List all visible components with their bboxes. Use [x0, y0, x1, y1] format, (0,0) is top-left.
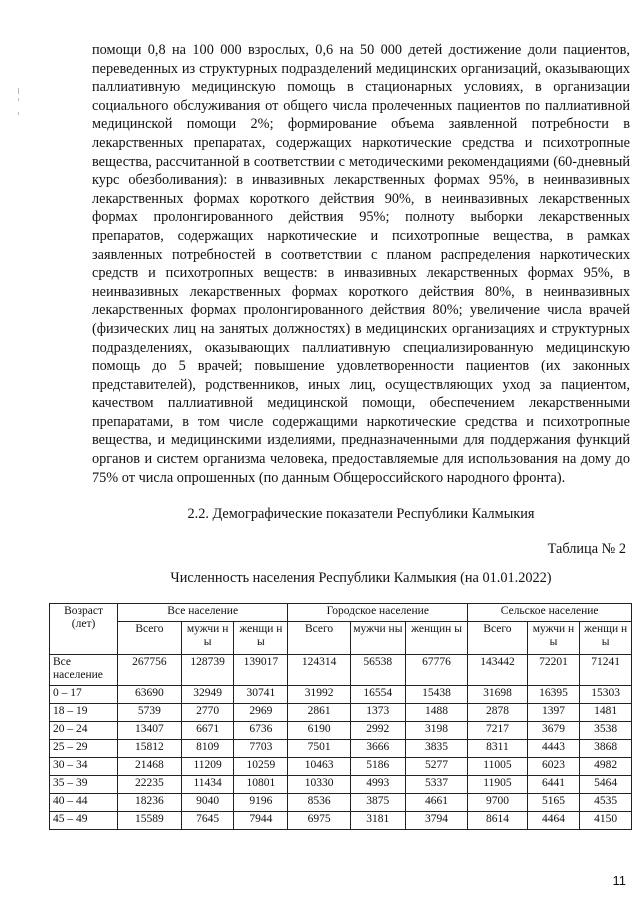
value-cell: 2861	[288, 704, 351, 722]
age-cell: 35 – 39	[50, 776, 118, 794]
subheader-cell: женщи ны	[580, 622, 632, 655]
value-cell: 5337	[405, 776, 468, 794]
value-cell: 67776	[405, 655, 468, 686]
value-cell: 3538	[580, 722, 632, 740]
value-cell: 6671	[181, 722, 234, 740]
value-cell: 9196	[234, 794, 288, 812]
section-heading: 2.2. Демографические показатели Республики Калмыкия	[187, 506, 535, 522]
subheader-cell: мужчи ны	[350, 622, 405, 655]
value-cell: 31698	[468, 686, 527, 704]
group-header-all: Все население	[118, 604, 288, 622]
value-cell: 8614	[468, 812, 527, 830]
table-row	[50, 776, 632, 794]
value-cell: 16395	[527, 686, 580, 704]
subheader-cell: женщин ы	[405, 622, 468, 655]
value-cell: 4993	[350, 776, 405, 794]
value-cell: 6023	[527, 758, 580, 776]
value-cell: 5277	[405, 758, 468, 776]
table-row	[50, 704, 632, 722]
page-number: 11	[612, 873, 626, 888]
table-title: Численность населения Республики Калмыкия (на 01.01.2022)	[170, 570, 552, 586]
value-cell: 3198	[405, 722, 468, 740]
value-cell: 4464	[527, 812, 580, 830]
table-body	[50, 655, 632, 830]
age-cell: 18 – 19	[50, 704, 118, 722]
age-cell: 30 – 34	[50, 758, 118, 776]
value-cell: 4982	[580, 758, 632, 776]
age-cell: 40 – 44	[50, 794, 118, 812]
scan-margin-mark	[18, 112, 19, 115]
value-cell: 7944	[234, 812, 288, 830]
value-cell: 2992	[350, 722, 405, 740]
value-cell: 3875	[350, 794, 405, 812]
value-cell: 4150	[580, 812, 632, 830]
value-cell: 7501	[288, 740, 351, 758]
value-cell: 15589	[118, 812, 182, 830]
value-cell: 7217	[468, 722, 527, 740]
value-cell: 32949	[181, 686, 234, 704]
value-cell: 9700	[468, 794, 527, 812]
table-row	[50, 722, 632, 740]
value-cell: 1397	[527, 704, 580, 722]
value-cell: 18236	[118, 794, 182, 812]
value-cell: 71241	[580, 655, 632, 686]
value-cell: 4661	[405, 794, 468, 812]
value-cell: 267756	[118, 655, 182, 686]
subheader-cell: мужчи ны	[527, 622, 580, 655]
value-cell: 2969	[234, 704, 288, 722]
age-cell: 0 – 17	[50, 686, 118, 704]
value-cell: 3794	[405, 812, 468, 830]
value-cell: 5739	[118, 704, 182, 722]
value-cell: 11905	[468, 776, 527, 794]
age-cell: 20 – 24	[50, 722, 118, 740]
subheader-cell: Всего	[288, 622, 351, 655]
value-cell: 56538	[350, 655, 405, 686]
body-paragraph: помощи 0,8 на 100 000 взрослых, 0,6 на 50 000 детей достижение доли пациентов, переведенных из структурных подразделений медицинских организаций, оказывающих паллиативную медицинскую помощь в стационарных условиях, в организации социального обслуживания от общего числа пролеченных пациентов по паллиативной медицинской помощи 2%; формирование объема заявленной потребности в лекарственных препаратах, содержащих наркотические средства и психотропные вещества, рассчитанной в соответствии с методическими рекомендациями (60-дневный курс обезболивания): в инвазивных лекарственных формах 95%, в неинвазивных лекарственных формах короткого действия 90%, в неинвазивных лекарственных формах пролонгированного действия 95%; полноту выборки лекарственных препаратов, содержащих наркотические и психотропные вещества, в рамках заявленных потребностей в соответствии с планом распределения наркотических средств и психотропных веществ: в инвазивных лекарственных формах 95%, в неинвазивных лекарственных формах короткого действия 80%, в неинвазивных лекарственных формах пролонгированного действия 80%; увеличение числа врачей (физических лиц на занятых должностях) в медицинских организациях и структурных подразделениях, оказывающих паллиативную специализированную медицинскую помощь до 5 врачей; повышение удовлетворенности пациентов (их законных представителей), родственников, иных лиц, осуществляющих уход за пациентом, качеством паллиативной медицинской помощи, обеспечением лекарственными препаратами, в том числе содержащими наркотические средства и психотропные вещества, и медицинскими изделиями, предназначенными для поддержания функций органов и систем организма человека, предоставляемые для использования на дому до 75% от числа опрошенных (по данным Общероссийского народного фронта).	[92, 42, 630, 486]
value-cell: 11005	[468, 758, 527, 776]
value-cell: 21468	[118, 758, 182, 776]
value-cell: 1481	[580, 704, 632, 722]
value-cell: 15438	[405, 686, 468, 704]
age-cell: 45 – 49	[50, 812, 118, 830]
table-row	[50, 686, 632, 704]
value-cell: 7703	[234, 740, 288, 758]
scan-margin-mark	[18, 88, 19, 94]
table-row	[50, 758, 632, 776]
value-cell: 11209	[181, 758, 234, 776]
value-cell: 22235	[118, 776, 182, 794]
value-cell: 3679	[527, 722, 580, 740]
value-cell: 15303	[580, 686, 632, 704]
value-cell: 8311	[468, 740, 527, 758]
group-header-urban: Городское население	[288, 604, 468, 622]
group-header-rural: Сельское население	[468, 604, 632, 622]
table-label: Таблица № 2	[547, 541, 626, 557]
value-cell: 128739	[181, 655, 234, 686]
table-row	[50, 794, 632, 812]
value-cell: 31992	[288, 686, 351, 704]
scan-margin-mark	[18, 98, 19, 101]
table-row	[50, 812, 632, 830]
value-cell: 15812	[118, 740, 182, 758]
value-cell: 8109	[181, 740, 234, 758]
value-cell: 4535	[580, 794, 632, 812]
value-cell: 10330	[288, 776, 351, 794]
value-cell: 3835	[405, 740, 468, 758]
value-cell: 16554	[350, 686, 405, 704]
value-cell: 2770	[181, 704, 234, 722]
value-cell: 5165	[527, 794, 580, 812]
value-cell: 13407	[118, 722, 182, 740]
value-cell: 30741	[234, 686, 288, 704]
value-cell: 3181	[350, 812, 405, 830]
age-cell: Все население	[50, 655, 118, 686]
value-cell: 5464	[580, 776, 632, 794]
value-cell: 63690	[118, 686, 182, 704]
population-table	[49, 603, 632, 830]
value-cell: 6441	[527, 776, 580, 794]
value-cell: 7645	[181, 812, 234, 830]
subheader-cell: женщи ны	[234, 622, 288, 655]
table-row	[50, 655, 632, 686]
subheader-cell: мужчи ны	[181, 622, 234, 655]
value-cell: 11434	[181, 776, 234, 794]
value-cell: 143442	[468, 655, 527, 686]
value-cell: 6975	[288, 812, 351, 830]
value-cell: 139017	[234, 655, 288, 686]
value-cell: 8536	[288, 794, 351, 812]
value-cell: 4443	[527, 740, 580, 758]
subheader-cell: Всего	[468, 622, 527, 655]
value-cell: 10463	[288, 758, 351, 776]
value-cell: 6190	[288, 722, 351, 740]
value-cell: 9040	[181, 794, 234, 812]
value-cell: 124314	[288, 655, 351, 686]
value-cell: 3868	[580, 740, 632, 758]
value-cell: 5186	[350, 758, 405, 776]
value-cell: 10801	[234, 776, 288, 794]
value-cell: 1373	[350, 704, 405, 722]
table-row	[50, 740, 632, 758]
value-cell: 72201	[527, 655, 580, 686]
age-cell: 25 – 29	[50, 740, 118, 758]
value-cell: 1488	[405, 704, 468, 722]
value-cell: 2878	[468, 704, 527, 722]
value-cell: 6736	[234, 722, 288, 740]
age-column-header: Возраст (лет)	[50, 604, 118, 655]
value-cell: 3666	[350, 740, 405, 758]
subheader-cell: Всего	[118, 622, 182, 655]
value-cell: 10259	[234, 758, 288, 776]
